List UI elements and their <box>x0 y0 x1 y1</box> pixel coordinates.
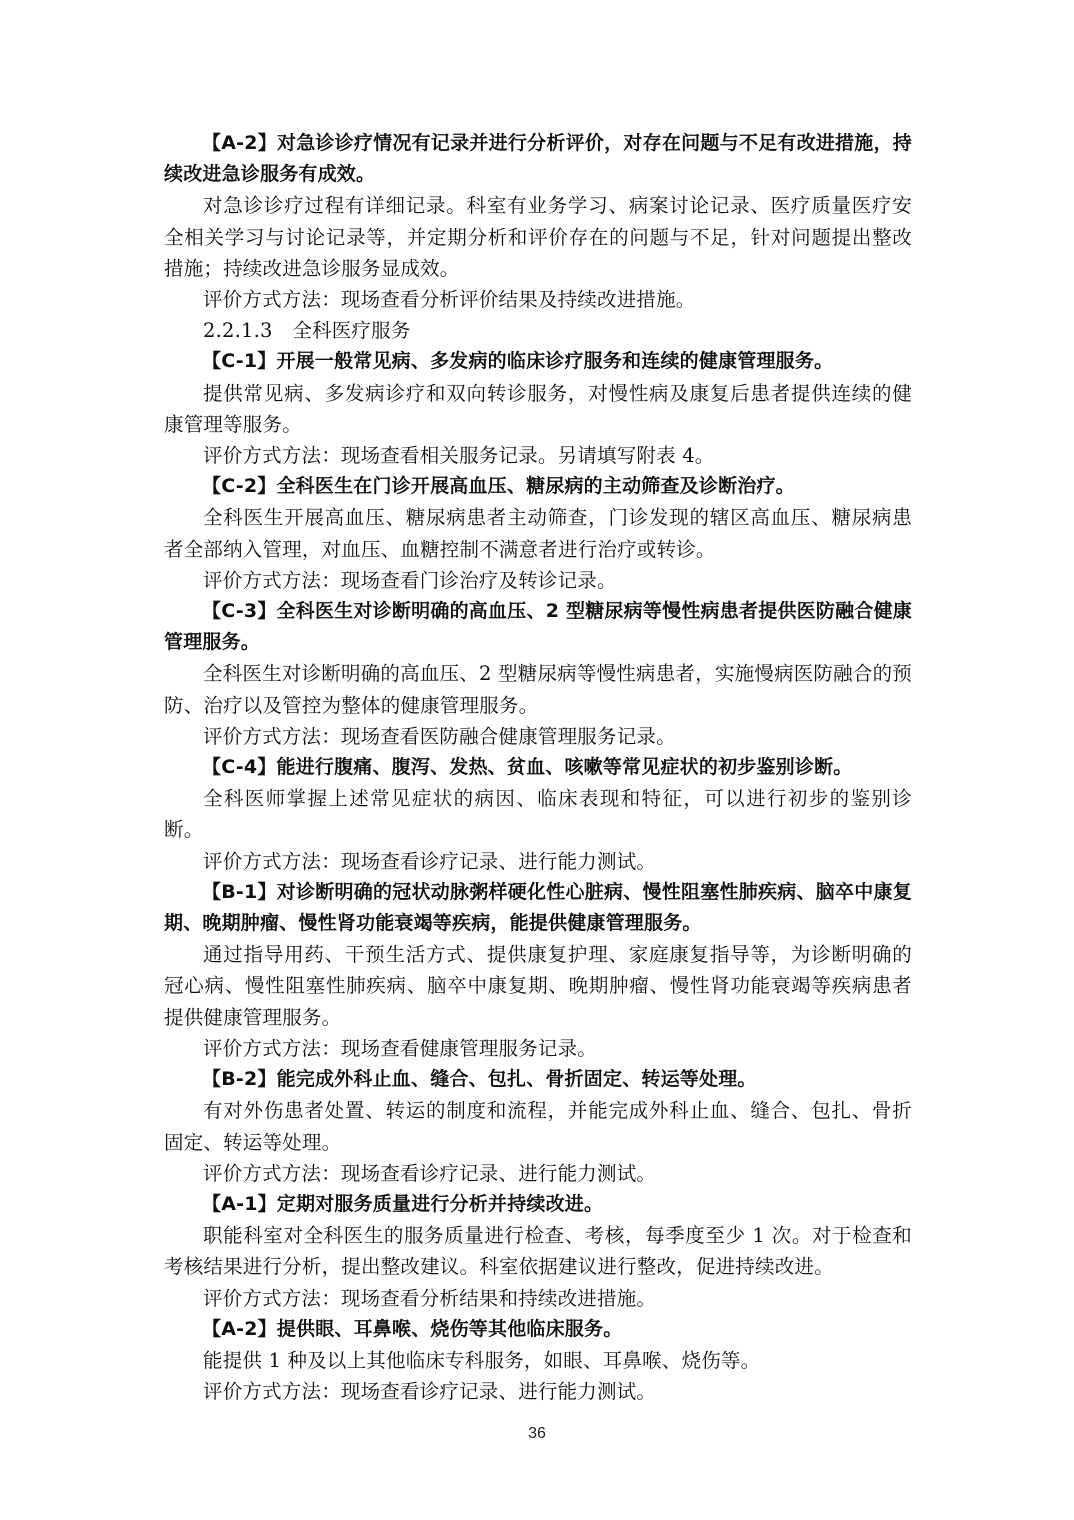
clause-a1: 【A-1】定期对服务质量进行分析并持续改进。 <box>202 1192 604 1215</box>
clause-c4-detail: 全科医师掌握上述常见症状的病因、临床表现和特征，可以进行初步的鉴别诊断。 <box>164 787 912 842</box>
page-number: 36 <box>528 1425 546 1442</box>
clause-a2-emergency-method: 评价方式方法：现场查看分析评价结果及持续改进措施。 <box>203 288 696 312</box>
clause-b2-method: 评价方式方法：现场查看诊疗记录、进行能力测试。 <box>203 1161 657 1185</box>
clause-c2-detail: 全科医生开展高血压、糖尿病患者主动筛查，门诊发现的辖区高血压、糖尿病患者全部纳入管理，对血压、血糖控制不满意者进行治疗或转诊。 <box>164 506 912 561</box>
clause-c1-detail: 提供常见病、多发病诊疗和双向转诊服务，对慢性病及康复后患者提供连续的健康管理等服务。 <box>164 381 912 436</box>
clause-a1-detail: 职能科室对全科医生的服务质量进行检查、考核，每季度至少 1 次。对于检查和考核结果进行分析，提出整改建议。科室依据建议进行整改，促进持续改进。 <box>164 1224 912 1279</box>
clause-b2-detail: 有对外伤患者处置、转运的制度和流程，并能完成外科止血、缝合、包扎、骨折固定、转运等处理。 <box>164 1099 912 1154</box>
clause-c1: 【C-1】开展一般常见病、多发病的临床诊疗服务和连续的健康管理服务。 <box>202 350 834 373</box>
document-body <box>164 128 912 1407</box>
clause-c2-method: 评价方式方法：现场查看门诊治疗及转诊记录。 <box>203 568 617 592</box>
clause-a2-specialty-detail: 能提供 1 种及以上其他临床专科服务，如眼、耳鼻喉、烧伤等。 <box>203 1348 761 1372</box>
clause-a1-method: 评价方式方法：现场查看分析结果和持续改进措施。 <box>203 1286 657 1310</box>
clause-c4-method: 评价方式方法：现场查看诊疗记录、进行能力测试。 <box>203 849 657 873</box>
clause-b1-detail: 通过指导用药、干预生活方式、提供康复护理、家庭康复指导等，为诊断明确的冠心病、慢性阻塞性肺疾病、脑卒中康复期、晚期肿瘤、慢性肾功能衰竭等疾病患者提供健康管理服务。 <box>164 943 912 1029</box>
clause-c3: 【C-3】全科医生对诊断明确的高血压、2 型糖尿病等慢性病患者提供医防融合健康管理服务。 <box>164 600 912 654</box>
clause-a2-emergency-detail: 对急诊诊疗过程有详细记录。科室有业务学习、病案讨论记录、医疗质量医疗安全相关学习与讨论记录等，并定期分析和评价存在的问题与不足，针对问题提出整改措施；持续改进急诊服务显成效。 <box>164 194 912 280</box>
section-heading-general-practice: 2.2.1.3 全科医疗服务 <box>203 319 411 343</box>
clause-a2-emergency: 【A-2】对急诊诊疗情况有记录并进行分析评价，对存在问题与不足有改进措施，持续改进急诊服务有成效。 <box>164 132 912 186</box>
clause-a2-specialty: 【A-2】提供眼、耳鼻喉、烧伤等其他临床服务。 <box>202 1317 623 1340</box>
clause-b1-method: 评价方式方法：现场查看健康管理服务记录。 <box>203 1036 598 1060</box>
clause-c2: 【C-2】全科医生在门诊开展高血压、糖尿病的主动筛查及诊断治疗。 <box>202 475 795 498</box>
clause-c3-detail: 全科医生对诊断明确的高血压、2 型糖尿病等慢性病患者，实施慢病医防融合的预防、治疗以及管控为整体的健康管理服务。 <box>164 662 912 717</box>
clause-c4: 【C-4】能进行腹痛、腹泻、发热、贫血、咳嗽等常见症状的初步鉴别诊断。 <box>202 756 853 779</box>
clause-b1: 【B-1】对诊断明确的冠状动脉粥样硬化性心脏病、慢性阻塞性肺疾病、脑卒中康复期、晚期肿瘤、慢性肾功能衰竭等疾病，能提供健康管理服务。 <box>164 880 912 935</box>
clause-c3-method: 评价方式方法：现场查看医防融合健康管理服务记录。 <box>203 724 676 748</box>
clause-b2: 【B-2】能完成外科止血、缝合、包扎、骨折固定、转运等处理。 <box>202 1068 757 1091</box>
clause-c1-method: 评价方式方法：现场查看相关服务记录。另请填写附表 4。 <box>203 444 715 468</box>
clause-a2-specialty-method: 评价方式方法：现场查看诊疗记录、进行能力测试。 <box>203 1380 657 1404</box>
